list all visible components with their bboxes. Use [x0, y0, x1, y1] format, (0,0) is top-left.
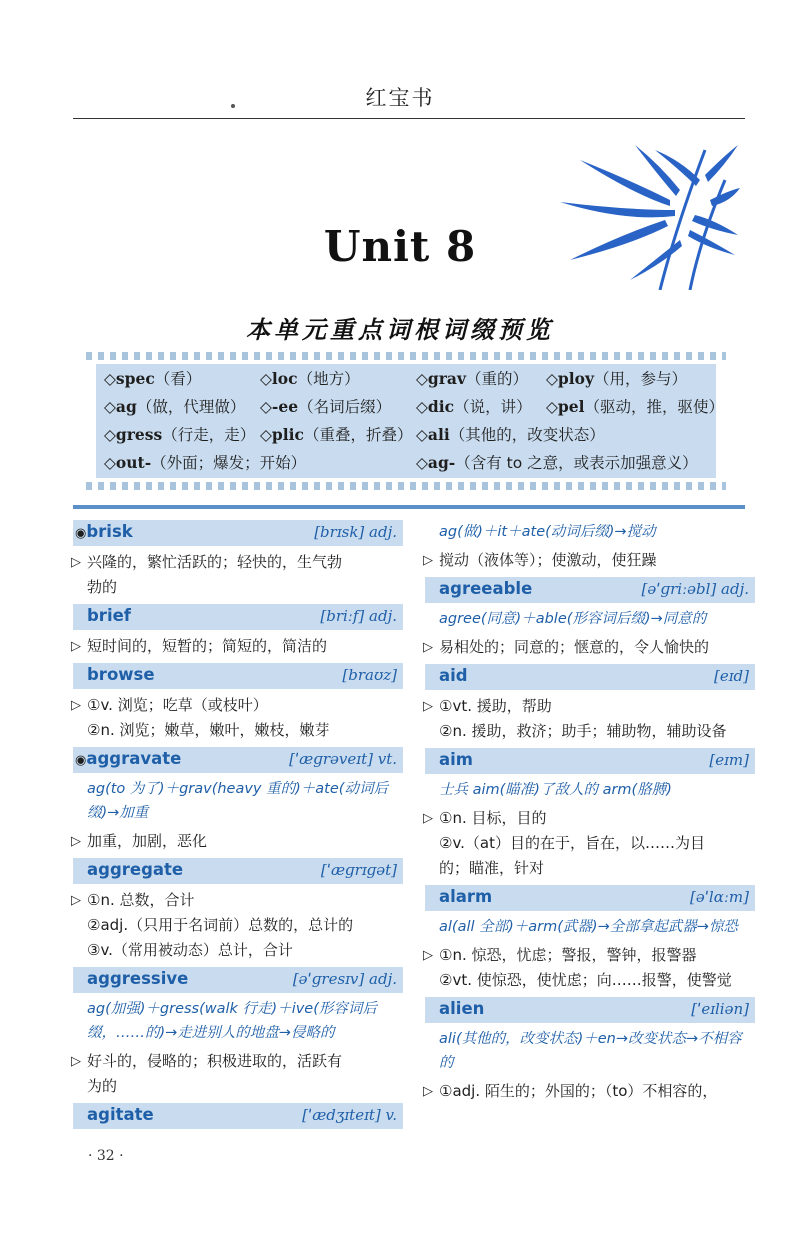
triangle-icon: ▷: [71, 893, 81, 908]
etymology: [425, 607, 755, 631]
etymology: [425, 915, 755, 939]
preview-root: ploy: [557, 369, 594, 388]
preview-item: [104, 366, 201, 392]
headword-bar: [73, 967, 403, 993]
diamond-icon: ◇: [546, 398, 558, 416]
preview-gloss: （地方）: [297, 370, 360, 388]
headword-bar: [425, 748, 755, 774]
diamond-icon: ◇: [104, 454, 116, 472]
text-line: ①n. 目标，目的: [439, 809, 547, 827]
text-line: ②vt. 使惊恐，使忧虑；向……报警，使警觉: [439, 971, 732, 989]
phonetic: [eɪm]: [709, 751, 749, 769]
phonetic: [əˈlɑːm]: [689, 888, 749, 906]
phonetic: [braʊz]: [342, 666, 397, 684]
triangle-icon: ▷: [71, 639, 81, 654]
preview-item: [546, 394, 724, 420]
preview-root: ag: [115, 397, 137, 416]
preview-title: 本单元重点词根词缀预览: [246, 315, 554, 344]
text-line: 好斗的，侵略的；积极进取的，活跃有: [87, 1052, 343, 1070]
headword: agitate: [87, 1105, 154, 1124]
preview-root: -ee: [271, 397, 299, 416]
headword: alien: [439, 999, 485, 1018]
headword: brief: [87, 606, 131, 625]
triangle-icon: ▷: [71, 834, 81, 849]
text-line: (动词后缀)→加重: [87, 781, 388, 821]
phonetic: [briːf] adj.: [320, 607, 397, 625]
star-dot-icon: ◉: [75, 526, 87, 541]
triangle-icon: ▷: [423, 1084, 433, 1099]
headword: alarm: [439, 887, 493, 906]
triangle-icon: ▷: [423, 553, 433, 568]
definition: [73, 634, 403, 659]
diamond-icon: ◇: [104, 370, 116, 388]
preview-gloss: （用，参与）: [594, 370, 688, 388]
header-rule: [73, 118, 745, 119]
text-line: 搅动（液体等）；使激动，使狂躁: [439, 551, 657, 569]
etymology: [425, 1027, 755, 1075]
headword-bar: [73, 520, 403, 546]
headword-bar: [425, 885, 755, 911]
headword: ◉aggravate: [75, 749, 182, 768]
diamond-icon: ◇: [416, 426, 428, 444]
text-line: ag(加强)＋gress(walk 行走)＋ive(形: [87, 1001, 334, 1017]
phonetic: [əˈɡriːəbl] adj.: [641, 580, 749, 598]
headword-bar: [425, 664, 755, 690]
page-number: · 32 ·: [88, 1148, 124, 1164]
preview-item: [416, 366, 528, 392]
section-rule: [73, 505, 745, 509]
text-line: ①n. 总数，合计: [87, 891, 195, 909]
definition: [425, 806, 755, 881]
headword-bar: [425, 997, 755, 1023]
preview-root: spec: [115, 369, 155, 388]
triangle-icon: ▷: [423, 699, 433, 714]
preview-root: ag-: [427, 453, 456, 472]
preview-root: grav: [427, 369, 466, 388]
text-line: ②n. 援助，救济；助手；辅助物，辅助设备: [439, 722, 727, 740]
phonetic: [eɪd]: [714, 667, 749, 685]
diamond-icon: ◇: [104, 398, 116, 416]
headword-bar: [73, 858, 403, 884]
preview-root: dic: [427, 397, 455, 416]
etymology: [425, 520, 755, 544]
triangle-icon: ▷: [71, 555, 81, 570]
preview-item: [416, 450, 698, 476]
preview-gloss: （名词后缀）: [298, 398, 392, 416]
left-column: [73, 520, 403, 1133]
root-preview-box: [86, 352, 726, 490]
preview-gloss: （做，代理做）: [136, 398, 246, 416]
preview-gloss: （重的）: [465, 370, 528, 388]
phonetic: [ˈæɡrəveɪt] vt.: [289, 750, 397, 768]
headword-bar: [73, 604, 403, 630]
diamond-icon: ◇: [416, 370, 428, 388]
preview-item: [104, 422, 255, 448]
text-line: 兴隆的，繁忙活跃的；轻快的，生气勃: [87, 553, 343, 571]
preview-item: [104, 450, 306, 476]
unit-title: Unit 8: [323, 222, 477, 271]
text-line: 加重，加剧，恶化: [87, 832, 208, 850]
etymology: [73, 997, 403, 1045]
triangle-icon: ▷: [423, 640, 433, 655]
phonetic: [əˈɡresɪv] adj.: [292, 970, 397, 988]
headword-bar: [425, 577, 755, 603]
star-dot-icon: ◉: [75, 753, 87, 768]
definition: [73, 888, 403, 963]
headword: ◉brisk: [75, 522, 133, 541]
definition: [425, 635, 755, 660]
text-line: agree(同意)＋able(形容词后缀)→同: [439, 611, 678, 627]
headword: agreeable: [439, 579, 533, 598]
diamond-icon: ◇: [416, 398, 428, 416]
headword: aggressive: [87, 969, 189, 988]
text-line: 盘→侵略的: [264, 1025, 335, 1041]
headword-bar: [73, 663, 403, 689]
text-line: ①v. 浏览；吃草（或枝叶）: [87, 696, 268, 714]
triangle-icon: ▷: [71, 1054, 81, 1069]
preview-item: [260, 422, 413, 448]
right-column: [425, 520, 755, 1108]
headword: aggregate: [87, 860, 184, 879]
text-line: ag(做)＋it＋ate(动词后缀)→搅动: [439, 524, 656, 540]
diamond-icon: ◇: [260, 426, 272, 444]
headword: aid: [439, 666, 468, 685]
text-line: ②adj.（只用于名词前）总数的，总计的: [87, 916, 354, 934]
triangle-icon: ▷: [423, 948, 433, 963]
text-line: 容词后缀，……的)→走进别人的地: [87, 1001, 377, 1041]
preview-root: gress: [115, 425, 163, 444]
preview-item: [260, 366, 360, 392]
definition: [425, 548, 755, 573]
text-line: 的；瞄准，针对: [439, 859, 545, 877]
preview-border-top: [86, 352, 726, 360]
headword: aim: [439, 750, 473, 769]
running-header: 红宝书: [365, 86, 435, 110]
text-line: ①n. 惊恐，忧虑；警报，警钟，报警器: [439, 946, 697, 964]
etymology: [425, 778, 755, 802]
text-line: 态→不相容的: [439, 1031, 742, 1071]
text-line: ag(to 为了)＋grav(heavy 重的)＋ate: [87, 781, 339, 797]
definition: [425, 1079, 755, 1104]
text-line: ②v.（at）目的在于，旨在，以……为目: [439, 834, 706, 852]
triangle-icon: ▷: [423, 811, 433, 826]
phonetic: [ˈeɪliən]: [691, 1000, 749, 1018]
text-line: al(all 全部)＋arm(武器)→全部拿起: [439, 919, 668, 935]
text-line: 意的: [677, 611, 707, 627]
preview-gloss: （外面；爆发；开始）: [151, 454, 307, 472]
definition: [73, 1049, 403, 1099]
phonetic: [ˈædʒɪteɪt] v.: [302, 1106, 397, 1124]
preview-gloss: （说，讲）: [454, 398, 532, 416]
diamond-icon: ◇: [416, 454, 428, 472]
etymology: [73, 777, 403, 825]
preview-item: [260, 394, 391, 420]
preview-item: [416, 394, 532, 420]
triangle-icon: ▷: [71, 698, 81, 713]
preview-item: [104, 394, 245, 420]
preview-gloss: （行走，走）: [162, 426, 256, 444]
preview-item: [546, 366, 687, 392]
definition: [425, 943, 755, 993]
preview-border-bottom: [86, 482, 726, 490]
preview-gloss: （重叠，折叠）: [303, 426, 413, 444]
phonetic: [ˈæɡrɪɡət]: [320, 861, 397, 879]
text-line: 易相处的；同意的；惬意的，令人愉快的: [439, 638, 710, 656]
text-line: 短时间的，短暂的；简短的，简洁的: [87, 637, 328, 655]
text-line: ①vt. 援助，帮助: [439, 697, 552, 715]
diamond-icon: ◇: [104, 426, 116, 444]
preview-gloss: （看）: [154, 370, 202, 388]
text-line: ③v.（常用被动态）总计，合计: [87, 941, 293, 959]
preview-gloss: （其他的，改变状态）: [449, 426, 605, 444]
text-line: 勃的: [87, 578, 118, 596]
preview-root: pel: [557, 397, 585, 416]
preview-root: plic: [271, 425, 304, 444]
preview-item: [416, 422, 605, 448]
text-line: 武器→惊恐: [667, 919, 738, 935]
definition: [425, 694, 755, 744]
preview-gloss: （含有 to 之意，或表示加强意义）: [455, 454, 698, 472]
text-line: 为的: [87, 1077, 118, 1095]
diamond-icon: ◇: [546, 370, 558, 388]
diamond-icon: ◇: [260, 370, 272, 388]
preview-root: loc: [271, 369, 298, 388]
text-line: ②n. 浏览；嫩草，嫩叶，嫩枝，嫩芽: [87, 721, 330, 739]
preview-gloss: （驱动，推，驱使）: [584, 398, 725, 416]
diamond-icon: ◇: [260, 398, 272, 416]
preview-root: out-: [115, 453, 152, 472]
definition: [73, 693, 403, 743]
definition: [73, 550, 403, 600]
headword: browse: [87, 665, 155, 684]
text-line: ①adj. 陌生的；外国的；（to）不相容的，: [439, 1082, 718, 1100]
text-line: ali(其他的，改变状态)＋en→改变状: [439, 1031, 672, 1047]
header-dot: [231, 104, 235, 108]
text-line: 士兵 aim(瞄准)了敌人的 arm(胳膊): [439, 782, 672, 798]
definition: [73, 829, 403, 854]
headword-bar: [73, 747, 403, 773]
preview-root: ali: [427, 425, 450, 444]
phonetic: [brɪsk] adj.: [314, 523, 397, 541]
headword-bar: [73, 1103, 403, 1129]
